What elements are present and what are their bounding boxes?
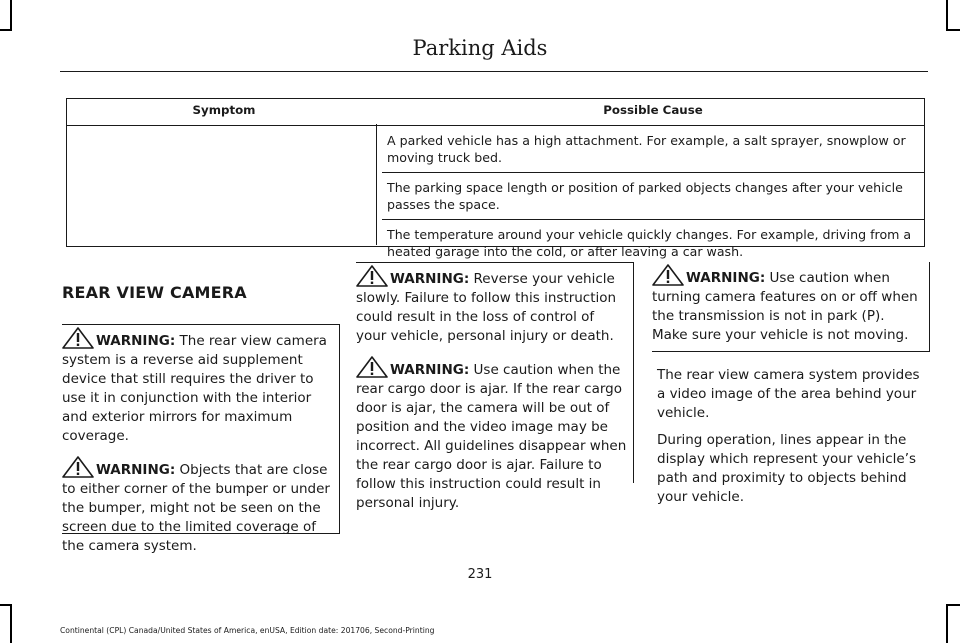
warning-box xyxy=(62,324,340,554)
warning-text: Objects that are close to either corner of the bumper or under the bumper, might not be seen on the screen due to the limited coverage of the camera system. xyxy=(62,462,330,554)
warning-text: The rear view camera system is a reverse aid supplement device that still requires the driver to use it in conjunction with the interior and exterior mirrors for maximum coverage. xyxy=(62,333,327,444)
page-title: Parking Aids xyxy=(412,36,548,60)
column-header-possible-cause: Possible Cause xyxy=(382,98,924,126)
column-left xyxy=(62,283,340,554)
warning-item xyxy=(62,327,333,446)
symptom-cause-table xyxy=(66,98,924,266)
warning-label: WARNING: xyxy=(390,362,470,378)
warning-item xyxy=(356,356,627,513)
crop-mark xyxy=(0,604,12,606)
warning-triangle-icon xyxy=(652,264,684,286)
section-heading: REAR VIEW CAMERA xyxy=(62,283,247,302)
cause-cell: The temperature around your vehicle quickly changes. For example, driving from a heated garage into the cold, or after leaving a car wash. xyxy=(387,227,912,259)
column-right xyxy=(652,262,930,515)
crop-mark xyxy=(10,0,12,30)
warning-label: WARNING: xyxy=(686,270,766,286)
warning-label: WARNING: xyxy=(96,462,176,478)
table-row xyxy=(66,126,924,173)
symptom-cell xyxy=(66,126,382,267)
edition-footer: Continental (CPL) Canada/United States of America, enUSA, Edition date: 201706, Second-Printing xyxy=(60,626,435,635)
body-text xyxy=(652,352,930,507)
warning-item xyxy=(356,265,627,346)
crop-mark xyxy=(946,604,948,643)
page-number: 231 xyxy=(467,567,493,582)
warning-label: WARNING: xyxy=(390,271,470,287)
warning-triangle-icon xyxy=(62,327,94,349)
crop-mark xyxy=(0,29,12,31)
warning-label: WARNING: xyxy=(96,333,176,349)
column-header-symptom: Symptom xyxy=(66,98,382,126)
crop-mark xyxy=(946,29,960,31)
warning-triangle-icon xyxy=(356,356,388,378)
warning-box xyxy=(652,262,930,352)
warning-text: Reverse your vehicle slowly. Failure to follow this instruction could result in the loss of control of your vehicle, personal injury or death. xyxy=(356,271,617,344)
title-rule xyxy=(60,71,928,72)
warning-item xyxy=(62,456,333,556)
crop-mark xyxy=(946,0,948,30)
crop-mark xyxy=(10,604,12,643)
column-middle xyxy=(356,262,634,511)
warning-item xyxy=(652,264,923,345)
warning-text: Use caution when the rear cargo door is ajar. If the rear cargo door is ajar, the camera will be out of position and the video image may be incorrect. All guidelines disappear when the rear cargo door is ajar. Failure to follow this instruction could result in personal injury. xyxy=(356,362,627,511)
cause-cell: The parking space length or position of parked objects changes after your vehicle passes the space. xyxy=(382,173,924,220)
warning-text: Use caution when turning camera features on or off when the transmission is not in park (P). Make sure your vehicle is not moving. xyxy=(652,270,918,343)
warning-triangle-icon xyxy=(62,456,94,478)
crop-mark xyxy=(946,604,960,606)
cause-cell: A parked vehicle has a high attachment. For example, a salt sprayer, snowplow or moving truck bed. xyxy=(382,126,924,173)
paragraph: The rear view camera system provides a video image of the area behind your vehicle. xyxy=(657,367,920,421)
paragraph: During operation, lines appear in the display which represent your vehicle’s path and proximity to objects behind your vehicle. xyxy=(657,432,917,505)
warning-box xyxy=(356,262,634,511)
warning-triangle-icon xyxy=(356,265,388,287)
